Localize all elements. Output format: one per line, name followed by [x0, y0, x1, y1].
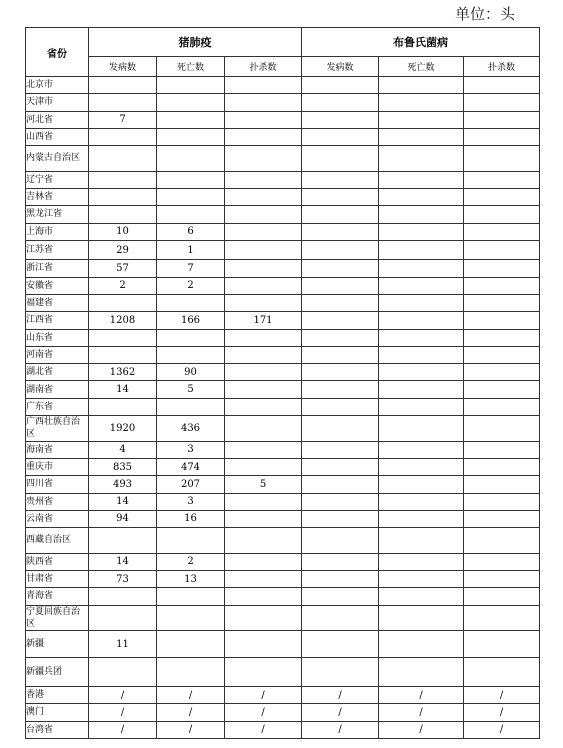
province-cell: 海南省	[26, 441, 89, 458]
value-cell	[464, 630, 540, 657]
value-cell	[464, 476, 540, 493]
value-cell	[379, 277, 464, 294]
value-cell	[157, 94, 225, 111]
value-cell	[89, 94, 157, 111]
value-cell: /	[157, 721, 225, 738]
value-cell	[89, 588, 157, 605]
value-cell: /	[225, 686, 302, 703]
value-cell	[225, 240, 302, 259]
value-cell: /	[379, 686, 464, 703]
value-cell	[302, 206, 379, 223]
value-cell: 13	[157, 570, 225, 587]
province-cell: 广西壮族自治区	[26, 416, 89, 441]
value-cell: 2	[157, 277, 225, 294]
value-cell	[302, 364, 379, 381]
province-cell: 新疆	[26, 630, 89, 657]
province-cell: 内蒙古自治区	[26, 146, 89, 171]
province-cell: 青海省	[26, 588, 89, 605]
value-cell: /	[89, 704, 157, 721]
province-cell: 安徽省	[26, 277, 89, 294]
value-cell: 835	[89, 458, 157, 475]
value-cell	[464, 329, 540, 346]
value-cell	[302, 128, 379, 145]
value-cell	[225, 441, 302, 458]
value-cell	[225, 381, 302, 398]
value-cell	[379, 329, 464, 346]
value-cell	[302, 416, 379, 441]
value-cell	[464, 381, 540, 398]
value-cell: /	[302, 721, 379, 738]
table-row	[26, 658, 540, 687]
value-cell	[157, 128, 225, 145]
value-cell	[379, 381, 464, 398]
value-cell	[157, 658, 225, 687]
value-cell	[225, 94, 302, 111]
table-row	[26, 570, 540, 587]
value-cell	[464, 553, 540, 570]
province-cell: 云南省	[26, 510, 89, 527]
value-cell: /	[157, 686, 225, 703]
value-cell	[157, 588, 225, 605]
value-cell	[464, 94, 540, 111]
province-cell: 上海市	[26, 223, 89, 240]
value-cell	[464, 570, 540, 587]
province-cell: 湖南省	[26, 381, 89, 398]
value-cell	[464, 312, 540, 329]
value-cell	[302, 398, 379, 415]
value-cell: 2	[89, 277, 157, 294]
value-cell	[157, 189, 225, 206]
value-cell	[302, 294, 379, 311]
value-cell: 166	[157, 312, 225, 329]
table-row	[26, 493, 540, 510]
value-cell	[302, 493, 379, 510]
value-cell	[225, 346, 302, 363]
table-row	[26, 510, 540, 527]
value-cell	[464, 416, 540, 441]
province-cell: 澳门	[26, 704, 89, 721]
value-cell	[157, 171, 225, 188]
value-cell	[225, 260, 302, 277]
value-cell	[464, 223, 540, 240]
value-cell	[464, 77, 540, 94]
value-cell	[379, 476, 464, 493]
value-cell: 1362	[89, 364, 157, 381]
value-cell	[464, 277, 540, 294]
value-cell	[225, 588, 302, 605]
table-row	[26, 260, 540, 277]
value-cell: 7	[157, 260, 225, 277]
table-row	[26, 441, 540, 458]
value-cell	[302, 277, 379, 294]
value-cell: /	[379, 704, 464, 721]
value-cell	[379, 111, 464, 128]
value-cell	[464, 240, 540, 259]
value-cell	[379, 364, 464, 381]
table-row	[26, 553, 540, 570]
province-cell: 新疆兵团	[26, 658, 89, 687]
value-cell	[379, 658, 464, 687]
value-cell	[464, 528, 540, 553]
table-row	[26, 223, 540, 240]
value-cell	[464, 206, 540, 223]
value-cell: /	[379, 721, 464, 738]
value-cell: 2	[157, 553, 225, 570]
value-cell	[89, 189, 157, 206]
table-row	[26, 206, 540, 223]
value-cell	[464, 441, 540, 458]
value-cell	[379, 189, 464, 206]
value-cell	[464, 294, 540, 311]
value-cell	[379, 171, 464, 188]
table-row	[26, 721, 540, 738]
value-cell	[379, 223, 464, 240]
sub-header-deaths: 死亡数	[157, 57, 225, 77]
value-cell	[89, 77, 157, 94]
value-cell	[302, 189, 379, 206]
value-cell	[464, 658, 540, 687]
value-cell	[379, 605, 464, 630]
value-cell	[302, 570, 379, 587]
value-cell	[464, 364, 540, 381]
value-cell	[157, 146, 225, 171]
value-cell	[464, 398, 540, 415]
value-cell	[379, 206, 464, 223]
sub-header-culled: 扑杀数	[464, 57, 540, 77]
value-cell	[302, 240, 379, 259]
value-cell: 6	[157, 223, 225, 240]
table-row	[26, 346, 540, 363]
value-cell	[225, 605, 302, 630]
value-cell: 16	[157, 510, 225, 527]
province-cell: 黑龙江省	[26, 206, 89, 223]
value-cell: 5	[157, 381, 225, 398]
value-cell	[225, 570, 302, 587]
value-cell	[379, 441, 464, 458]
province-cell: 香港	[26, 686, 89, 703]
province-cell: 天津市	[26, 94, 89, 111]
table-row	[26, 528, 540, 553]
value-cell	[379, 346, 464, 363]
province-cell: 西藏自治区	[26, 528, 89, 553]
province-cell: 宁夏回族自治区	[26, 605, 89, 630]
table-row	[26, 630, 540, 657]
value-cell	[302, 630, 379, 657]
value-cell	[302, 171, 379, 188]
value-cell	[379, 77, 464, 94]
value-cell	[157, 398, 225, 415]
value-cell: 11	[89, 630, 157, 657]
province-cell: 河北省	[26, 111, 89, 128]
table-row	[26, 329, 540, 346]
value-cell	[225, 171, 302, 188]
value-cell	[379, 630, 464, 657]
value-cell	[157, 294, 225, 311]
province-cell: 辽宁省	[26, 171, 89, 188]
value-cell	[302, 260, 379, 277]
value-cell: 436	[157, 416, 225, 441]
value-cell: /	[157, 704, 225, 721]
value-cell	[302, 476, 379, 493]
table-row	[26, 686, 540, 703]
province-cell: 广东省	[26, 398, 89, 415]
value-cell	[464, 605, 540, 630]
province-cell: 贵州省	[26, 493, 89, 510]
value-cell: /	[464, 686, 540, 703]
value-cell: /	[89, 686, 157, 703]
value-cell: 5	[225, 476, 302, 493]
value-cell: 3	[157, 441, 225, 458]
value-cell	[379, 416, 464, 441]
value-cell	[157, 528, 225, 553]
value-cell	[302, 381, 379, 398]
value-cell	[302, 223, 379, 240]
table-row	[26, 277, 540, 294]
value-cell	[225, 77, 302, 94]
value-cell	[464, 171, 540, 188]
value-cell	[157, 329, 225, 346]
value-cell: /	[464, 721, 540, 738]
province-cell: 台湾省	[26, 721, 89, 738]
value-cell	[89, 171, 157, 188]
value-cell: 10	[89, 223, 157, 240]
value-cell: 57	[89, 260, 157, 277]
table-row	[26, 588, 540, 605]
disease2-header: 布鲁氏菌病	[302, 28, 540, 57]
value-cell	[379, 240, 464, 259]
value-cell	[464, 458, 540, 475]
table-row	[26, 111, 540, 128]
value-cell: 1920	[89, 416, 157, 441]
value-cell	[379, 312, 464, 329]
value-cell: 7	[89, 111, 157, 128]
value-cell	[157, 346, 225, 363]
value-cell	[225, 528, 302, 553]
table-row	[26, 171, 540, 188]
value-cell: 90	[157, 364, 225, 381]
value-cell	[379, 294, 464, 311]
province-cell: 四川省	[26, 476, 89, 493]
table-row	[26, 77, 540, 94]
value-cell	[225, 364, 302, 381]
value-cell	[302, 111, 379, 128]
value-cell	[379, 528, 464, 553]
value-cell	[89, 658, 157, 687]
value-cell	[157, 605, 225, 630]
province-cell: 山东省	[26, 329, 89, 346]
value-cell: 73	[89, 570, 157, 587]
value-cell	[157, 630, 225, 657]
value-cell	[302, 458, 379, 475]
table-row	[26, 128, 540, 145]
value-cell	[225, 294, 302, 311]
value-cell	[379, 553, 464, 570]
table-row	[26, 364, 540, 381]
value-cell	[225, 189, 302, 206]
disease1-header: 猪肺疫	[89, 28, 302, 57]
value-cell: 94	[89, 510, 157, 527]
province-cell: 吉林省	[26, 189, 89, 206]
province-cell: 重庆市	[26, 458, 89, 475]
value-cell	[464, 189, 540, 206]
value-cell	[302, 329, 379, 346]
table-row	[26, 476, 540, 493]
value-cell	[302, 441, 379, 458]
value-cell	[225, 510, 302, 527]
value-cell	[464, 111, 540, 128]
value-cell: /	[225, 721, 302, 738]
value-cell	[379, 260, 464, 277]
value-cell	[89, 329, 157, 346]
value-cell	[302, 94, 379, 111]
value-cell	[157, 206, 225, 223]
sub-header-cases: 发病数	[302, 57, 379, 77]
value-cell	[302, 658, 379, 687]
value-cell: 29	[89, 240, 157, 259]
value-cell: /	[302, 686, 379, 703]
value-cell	[89, 605, 157, 630]
value-cell	[379, 493, 464, 510]
sub-header-cases: 发病数	[89, 57, 157, 77]
table-row	[26, 94, 540, 111]
value-cell	[302, 146, 379, 171]
table-row	[26, 381, 540, 398]
value-cell: 3	[157, 493, 225, 510]
value-cell: /	[225, 704, 302, 721]
value-cell	[302, 77, 379, 94]
value-cell	[225, 111, 302, 128]
value-cell	[464, 510, 540, 527]
value-cell	[225, 493, 302, 510]
value-cell	[379, 510, 464, 527]
value-cell	[225, 458, 302, 475]
table-row	[26, 605, 540, 630]
table-row	[26, 398, 540, 415]
value-cell: 493	[89, 476, 157, 493]
value-cell	[379, 588, 464, 605]
value-cell	[379, 570, 464, 587]
value-cell	[379, 146, 464, 171]
value-cell	[379, 94, 464, 111]
value-cell	[379, 458, 464, 475]
value-cell	[89, 398, 157, 415]
value-cell	[379, 398, 464, 415]
table-row	[26, 294, 540, 311]
province-cell: 湖北省	[26, 364, 89, 381]
value-cell: 207	[157, 476, 225, 493]
value-cell	[302, 312, 379, 329]
value-cell: 14	[89, 381, 157, 398]
value-cell	[225, 329, 302, 346]
value-cell: 14	[89, 493, 157, 510]
value-cell: 14	[89, 553, 157, 570]
value-cell	[157, 111, 225, 128]
unit-label: 单位：头	[455, 5, 516, 23]
province-cell: 陕西省	[26, 553, 89, 570]
value-cell: /	[464, 704, 540, 721]
value-cell: /	[302, 704, 379, 721]
value-cell: 1	[157, 240, 225, 259]
value-cell: 1208	[89, 312, 157, 329]
value-cell	[225, 128, 302, 145]
value-cell	[225, 223, 302, 240]
value-cell	[89, 128, 157, 145]
value-cell	[464, 146, 540, 171]
value-cell	[302, 528, 379, 553]
value-cell	[302, 553, 379, 570]
table-row	[26, 146, 540, 171]
sub-header-deaths: 死亡数	[379, 57, 464, 77]
table-row	[26, 458, 540, 475]
value-cell	[379, 128, 464, 145]
table-row	[26, 312, 540, 329]
province-cell: 山西省	[26, 128, 89, 145]
province-cell: 河南省	[26, 346, 89, 363]
value-cell	[225, 146, 302, 171]
value-cell	[89, 528, 157, 553]
value-cell: 171	[225, 312, 302, 329]
province-cell: 浙江省	[26, 260, 89, 277]
province-cell: 福建省	[26, 294, 89, 311]
value-cell	[157, 77, 225, 94]
province-cell: 甘肃省	[26, 570, 89, 587]
value-cell	[89, 146, 157, 171]
value-cell	[89, 346, 157, 363]
value-cell	[225, 553, 302, 570]
value-cell	[89, 206, 157, 223]
value-cell	[89, 294, 157, 311]
province-cell: 江苏省	[26, 240, 89, 259]
value-cell	[225, 416, 302, 441]
province-cell: 北京市	[26, 77, 89, 94]
sub-header-culled: 扑杀数	[225, 57, 302, 77]
value-cell: /	[89, 721, 157, 738]
value-cell	[302, 510, 379, 527]
value-cell	[464, 128, 540, 145]
value-cell: 474	[157, 458, 225, 475]
value-cell	[464, 346, 540, 363]
disease-statistics-table	[25, 27, 540, 739]
value-cell	[464, 260, 540, 277]
province-cell: 江西省	[26, 312, 89, 329]
value-cell	[225, 658, 302, 687]
value-cell	[225, 398, 302, 415]
value-cell	[302, 588, 379, 605]
value-cell	[302, 346, 379, 363]
value-cell	[225, 206, 302, 223]
table-body	[26, 77, 540, 739]
table-row	[26, 189, 540, 206]
value-cell	[225, 277, 302, 294]
province-column-header: 省份	[26, 28, 89, 77]
value-cell	[464, 588, 540, 605]
value-cell	[464, 493, 540, 510]
table-row	[26, 416, 540, 441]
table-row	[26, 240, 540, 259]
value-cell: 4	[89, 441, 157, 458]
value-cell	[302, 605, 379, 630]
value-cell	[225, 630, 302, 657]
table-row	[26, 704, 540, 721]
